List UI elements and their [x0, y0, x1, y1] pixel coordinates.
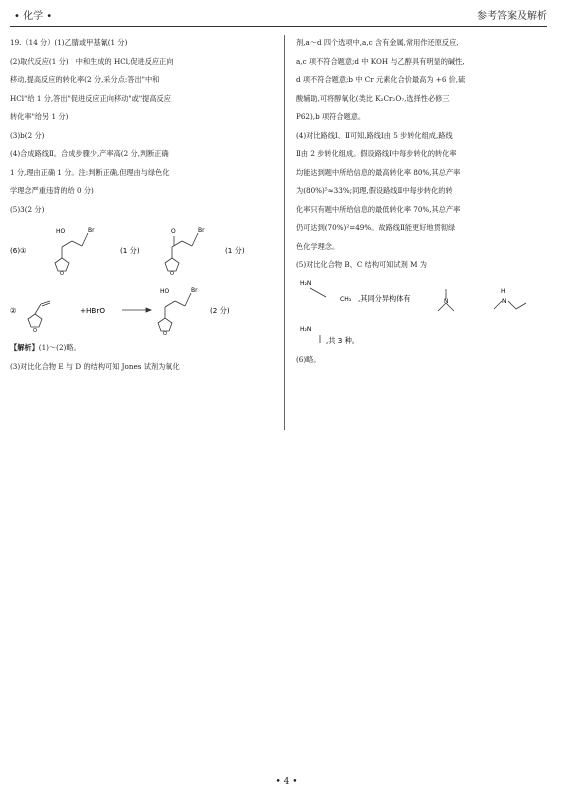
- right-line-2: a,c 项不符合题意;d 中 KOH 与乙醇具有明显的碱性,: [296, 56, 465, 66]
- q6-2-label: ②: [10, 306, 17, 315]
- right-line-13: (5)对比化合物 B、C 结构可知试剂 M 为: [296, 260, 427, 269]
- oh-label: HO: [56, 228, 66, 235]
- h-label: H: [501, 287, 506, 295]
- right-line-3: d 项不符合题意;b 中 Cr 元素化合价最高为 +6 价,硫: [296, 75, 466, 84]
- right-column: [296, 34, 556, 369]
- q5-line: (5)3(2 分): [10, 204, 45, 214]
- h2n-label: H₂N: [300, 325, 312, 333]
- right-line-12: 色化学理念。: [296, 241, 340, 251]
- ch3-label: CH₃: [340, 295, 352, 303]
- right-line-16: (6)略。: [296, 354, 321, 364]
- q2-line-1: (2)取代反应(1 分) 中和生成的 HCl,促进反应正向: [10, 56, 174, 66]
- reagent-label: +HBrO: [80, 306, 105, 315]
- oh-label: HO: [160, 288, 170, 295]
- bond: [192, 233, 198, 246]
- analysis-line: [10, 339, 280, 358]
- analysis-tag: 【解析】: [10, 343, 39, 352]
- o-label: O: [170, 271, 174, 277]
- header-rule: [10, 26, 547, 27]
- isomer-count: ,共 3 种。: [326, 335, 359, 345]
- right-line-6: (4)对比路线Ⅰ、Ⅱ可知,路线Ⅰ由 5 步转化组成,路线: [296, 130, 453, 140]
- q4-line-2: 1 分,理由正确 1 分。注:判断正确,但理由与绿色化: [10, 167, 170, 177]
- q6-reaction-svg: [10, 279, 280, 339]
- furan-ring: [158, 318, 172, 331]
- header-subject: • 化学 •: [14, 11, 53, 22]
- h2n-label: H₂N: [300, 279, 312, 287]
- right-line-9: 为(80%)⁵≈33%;同理,假设路线Ⅱ中每步转化的转: [296, 186, 453, 195]
- analysis-1: (1)～(2)略。: [38, 343, 81, 352]
- right-line-8: 均能达到题中所给信息的最高转化率 80%,其总产率: [296, 167, 461, 177]
- left-column: [10, 34, 280, 376]
- isomer-row: [296, 275, 556, 321]
- right-line-7: Ⅱ由 2 步转化组成。假设路线Ⅰ中每步转化的转化率: [296, 149, 457, 158]
- n-label: N: [444, 297, 449, 305]
- column-divider: [284, 35, 285, 430]
- furan-ring: [165, 258, 179, 271]
- isomer-svg: [296, 275, 556, 321]
- q6-score-3: (2 分): [210, 306, 230, 315]
- q19-line: 19.（14 分）(1)乙腈或甲基氰(1 分): [10, 38, 128, 47]
- vinylfuran-structure: [28, 301, 50, 327]
- bond: [310, 288, 326, 297]
- bond: [62, 241, 72, 247]
- q6-structures-svg: [10, 219, 280, 279]
- q3-line: (3)b(2 分): [10, 130, 45, 140]
- bond: [82, 233, 88, 246]
- n-label: N: [502, 297, 507, 305]
- q6-reaction-row: [10, 279, 280, 339]
- bond: [172, 241, 182, 247]
- right-line-11: 仍可达到(70%)²=49%。故路线Ⅱ能更好地贯彻绿: [296, 223, 456, 232]
- q2-line-2: 移动,提高反应的转化率(2 分,采分点:答出"中和: [10, 75, 160, 84]
- furan-bromoketone-structure: [165, 233, 198, 271]
- q4-line-3: 学理念严重违背的给 0 分): [10, 186, 94, 195]
- right-line-1: 剂,a～d 四个选项中,a,c 含有金属,常用作还原反应,: [296, 38, 459, 47]
- isomer-svg-2: [296, 321, 556, 351]
- furan-bromohydrin-structure: [55, 233, 88, 271]
- furan-bromohydrin-product: [158, 293, 191, 331]
- right-line-10: 化率只有题中所给信息的最低转化率 70%,其总产率: [296, 204, 461, 214]
- q6-label: (6)①: [10, 246, 27, 255]
- bond: [182, 241, 192, 246]
- o-label: O: [33, 328, 37, 334]
- analysis-3: (3)对比化合物 E 与 D 的结构可知 Jones 试剂为氧化: [10, 361, 180, 371]
- o-label: O: [163, 331, 167, 337]
- isomer-text: ,其同分异构体有: [358, 293, 411, 303]
- q6-score-1: (1 分): [120, 246, 140, 255]
- q6-score-2: (1 分): [225, 246, 245, 255]
- bond: [35, 304, 41, 314]
- header-section: 参考答案及解析: [477, 11, 547, 22]
- furan-ring: [28, 314, 42, 327]
- o-label: O: [171, 228, 176, 235]
- isomer-row-2: [296, 321, 556, 351]
- reaction-arrow: [122, 308, 151, 312]
- right-line-5: P62),b 项符合题意。: [296, 112, 366, 121]
- bond: [175, 301, 185, 306]
- furan-ring: [55, 258, 69, 271]
- br-label: Br: [198, 227, 205, 234]
- q6-structures-row: [10, 219, 280, 279]
- q2-line-3: HCl"给 1 分,答出"促进反应正向移动"或"提高反应: [10, 93, 171, 103]
- right-line-4: 酸辅助,可将醇氧化(类比 K₂Cr₂O₇,选择性必修三: [296, 93, 450, 103]
- bond: [72, 241, 82, 246]
- o-label: O: [60, 271, 64, 277]
- page-number: • 4 •: [275, 777, 298, 787]
- bond: [185, 293, 191, 306]
- br-label: Br: [191, 287, 198, 294]
- br-label: Br: [88, 227, 95, 234]
- q2-line-4: 转化率"给另 1 分): [10, 112, 69, 121]
- q4-line-1: (4)合成路线Ⅱ。合成步骤少,产率高(2 分,判断正确: [10, 149, 169, 158]
- isomer-structure-2: [494, 301, 526, 309]
- bond: [165, 301, 175, 307]
